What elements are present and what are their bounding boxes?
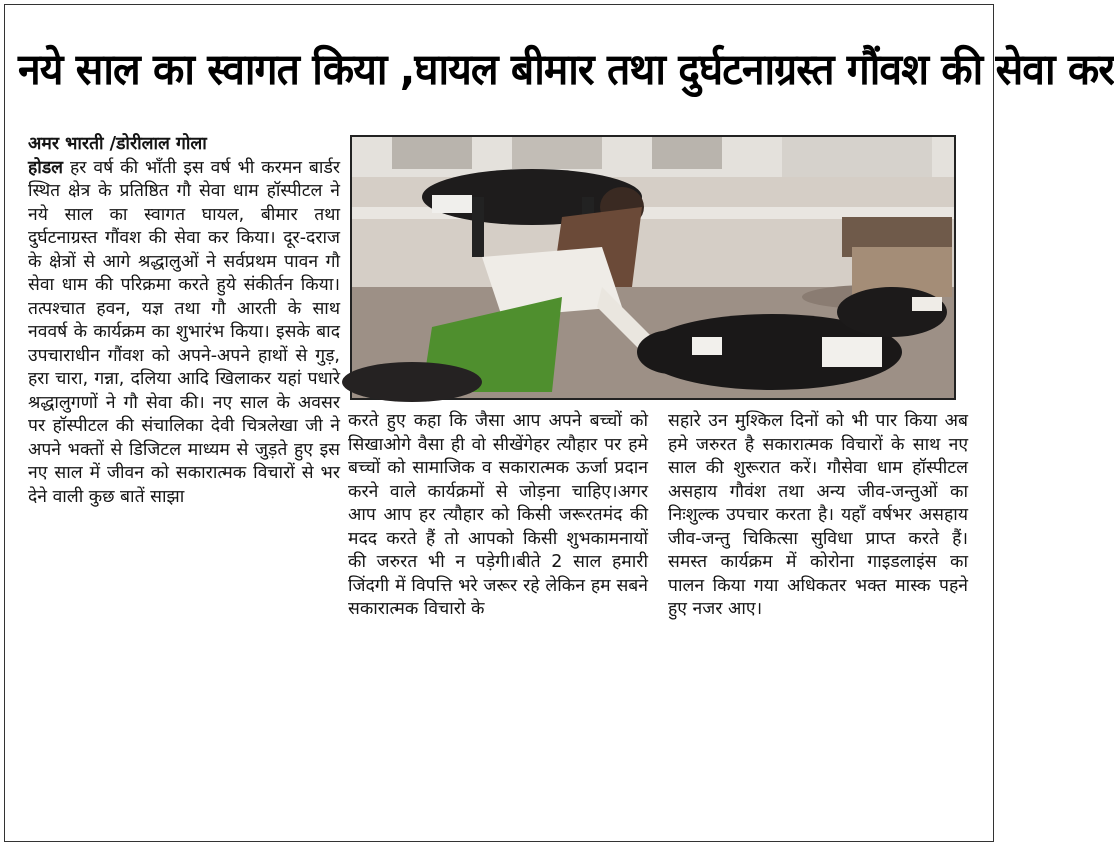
column-2-body: करते हुए कहा कि जैसा आप अपने बच्चों को सिखाओगे वैसा ही वो सीखेंगेहर त्यौहार पर हमे बच्चों को सामाजिक व सकारात्मक ऊर्जा प्रदान करने वाले कार्यक्रमों से जोड़ना चाहिए।अगर आप आप हर त्यौहार को किसी जरूरतमंद की मदद करते हैं तो आपको किसी शुभकामनायों की जरुरत भी न पड़ेगी।बीते 2 साल हमारी जिंदगी में विपत्ति भरे जरूर रहे लेकिन हम सबने सकारात्मक विचारो के (348, 411, 648, 619)
news-photo (350, 135, 956, 400)
woman-feeding-cattle-photo (352, 137, 954, 398)
column-3-body: सहारे उन मुश्किल दिनों को भी पार किया अब हमे जरुरत है सकारात्मक विचारों के साथ नए साल की शुरूरात करें। गौसेवा धाम हॉस्पीटल असहाय गौवंश तथा अन्य जीव-जन्तुओं का निःशुल्क उपचार करता है। यहाँ वर्षभर असहाय जीव-जन्तु चिकित्सा सुविधा प्राप्त करते हैं।समस्त कार्यक्रम में कोरोना गाइडलाइंस का पालन किया गया अधिकतर भक्त मास्क पहने हुए नजर आए। (668, 411, 968, 619)
article-column-3 (668, 410, 968, 622)
byline: अमर भारती /डोरीलाल गोला (28, 134, 207, 154)
article-column-2 (348, 410, 648, 622)
column-1-body: हर वर्ष की भाँती इस वर्ष भी करमन बार्डर स्थित क्षेत्र के प्रतिष्ठित गौ सेवा धाम हॉस्पीटल ने नये साल का स्वागत घायल, बीमार तथा दुर्घटनाग्रस्त गौंवश की सेवा कर किया। दूर-दराज के क्षेत्रों से आगे श्रद्धालुओं ने सर्वप्रथम पावन गौ सेवा धाम की परिक्रमा करते हुये संकीर्तन किया। तत्पश्चात हवन, यज्ञ तथा गौ आरती के साथ नववर्ष के कार्यक्रम का शुभारंभ किया। इसके बाद उपचाराधीन गौंवश को अपने-अपने हाथों से गुड़, हरा चारा, गन्ना, दलिया आदि खिलाकर यहां पधारे श्रद्धालुगणों ने गौ सेवा की। नए साल के अवसर पर हॉस्पीटल की संचालिका देवी चित्रलेखा जी ने अपने भक्तों से डिजिटल माध्यम से जुड़ते हुए इस नए साल में जीवन को सकारात्मक विचारों से भर देने वाली कुछ बातें साझा (28, 157, 340, 507)
headline: नये साल का स्वागत किया ,घायल बीमार तथा दुर्घटनाग्रस्त गौंवश की सेवा कर (18, 45, 1114, 95)
article-column-1 (28, 133, 340, 509)
dateline: होडल (28, 157, 64, 178)
